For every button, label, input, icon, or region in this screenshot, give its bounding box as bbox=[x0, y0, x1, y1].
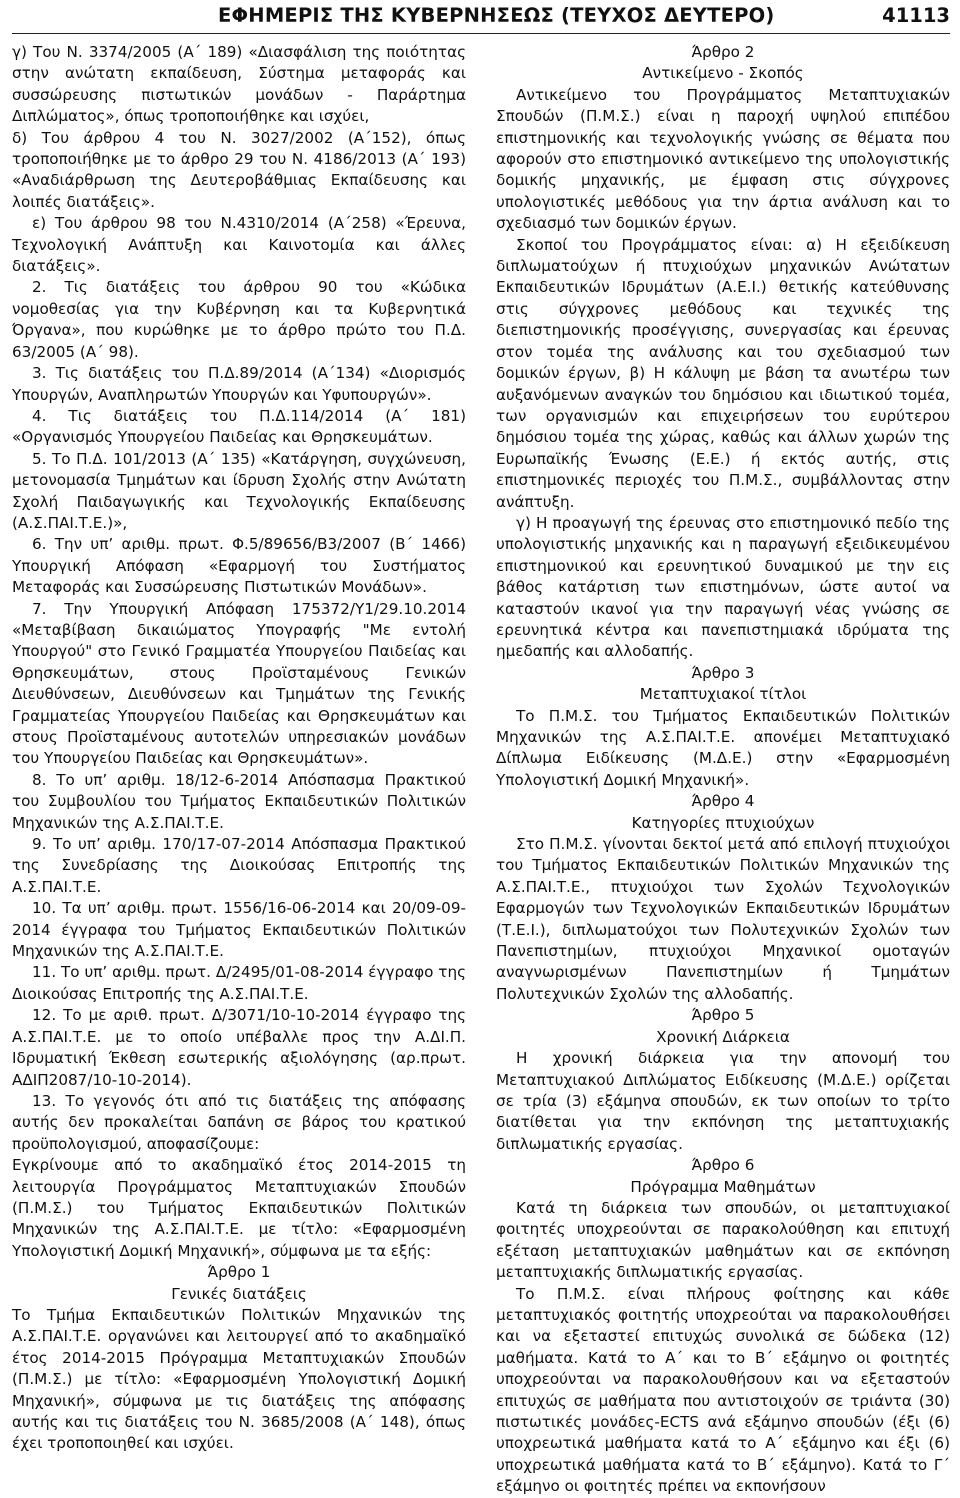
article-number: Άρθρο 5 bbox=[691, 1006, 755, 1025]
paragraph: 13. Το γεγονός ότι από τις διατάξεις της απόφασης αυτής δεν προκαλείται δαπάνη σε βάρος του κρατικού προϋπολογισμού, αποφασίζουμε: bbox=[12, 1091, 466, 1153]
article-number: Άρθρο 2 bbox=[691, 43, 755, 61]
article-title: Χρονική Διάρκεια bbox=[656, 1027, 790, 1046]
paragraph: 4. Τις διατάξεις του Π.Δ.114/2014 (Α΄ 181) «Οργανισμός Υπουργείου Παιδείας και Θρησκευμάτων. bbox=[12, 406, 466, 447]
paragraph: Κατά τη διάρκεια των σπουδών, οι μεταπτυχιακοί φοιτητές υποχρεούνται σε παρακολούθηση και επιτυχή εξέταση μεταπτυχιακών μαθημάτων και σε εκπόνηση μεταπτυχιακής διπλωματικής εργασίας. bbox=[496, 1198, 950, 1282]
header-divider bbox=[12, 33, 950, 34]
article-number: Άρθρο 3 bbox=[691, 663, 755, 682]
article-title: Κατηγορίες πτυχιούχων bbox=[631, 813, 815, 832]
paragraph: Η χρονική διάρκεια για την απονομή του Μεταπτυχιακού Διπλώματος Ειδίκευσης (Μ.Δ.Ε.) ορίζεται σε τρία (3) εξάμηνα σπουδών, εκ των οποίων το τρίτο διατίθεται για την εκπόνηση της μεταπτυχιακής διπλωματικής εργασίας. bbox=[496, 1049, 950, 1153]
paragraph: γ) Η προαγωγή της έρευνας στο επιστημονικό πεδίο της υπολογιστικής μηχανικής και η παραγωγή εξειδικευμένου επιστημονικού και ερευνητικού δυναμικού με την εις βάθος κατάρτιση των επιστημόνων, ώστε αυτοί να καταστούν ικανοί για την παραγωγή νέας γνώσης σε ερευνητικά κέντρα και πανεπιστημιακά ιδρύματα της ημεδαπής και αλλοδαπής. bbox=[496, 513, 950, 661]
paragraph: 2. Τις διατάξεις του άρθρου 90 του «Κώδικα νομοθεσίας για την Κυβέρνηση και τα Κυβερνητικά Όργανα», που κυρώθηκε με το άρθρο πρώτο του Π.Δ. 63/2005 (Α΄ 98). bbox=[12, 278, 466, 361]
page-number: 41113 bbox=[882, 4, 950, 27]
article-number: Άρθρο 6 bbox=[691, 1156, 755, 1175]
paragraph: δ) Του άρθρου 4 του Ν. 3027/2002 (Α΄152), όπως τροποποιήθηκε με το άρθρο 29 του Ν. 4186/2013 (Α΄ 193) «Αναδιάρθρωση της Δευτεροβάθμιας Εκπαίδευσης και λοιπές διατάξεις». bbox=[12, 128, 466, 211]
article-number: Άρθρο 4 bbox=[691, 792, 755, 811]
article-title: Γενικές διατάξεις bbox=[171, 1284, 307, 1303]
left-column bbox=[12, 42, 466, 1455]
article-title: Μεταπτυχιακοί τίτλοι bbox=[639, 685, 807, 704]
paragraph: Σκοποί του Προγράμματος είναι: α) Η εξειδίκευση διπλωματούχων ή πτυχιούχων μηχανικών Ανώτατων Εκπαιδευτικών Ιδρυμάτων (Α.Ε.Ι.) θετικής κατεύθυνσης στις σύγχρονες μεθόδους και τεχνικές της διεπιστημονικής προσέγγισης, συνεργασίας και έρευνας στον τομέα της ανάλυσης και του σχεδιασμού των δομικών έργων, β) Η κάλυψη με βάση τα ανωτέρω των αυξανόμενων αναγκών του δημόσιου και ιδιωτικού τομέα, των οργανισμών και επιχειρήσεων του ευρύτερου δημόσιου τομέα της χώρας, καθώς και άλλων χωρών της Ευρωπαϊκής Ένωσης (Ε.Ε.) ή εκτός αυτής, στις επιστημονικές περιοχές του Π.Μ.Σ., συμβάλλοντας στην ανάπτυξη. bbox=[496, 235, 950, 511]
paragraph: Εγκρίνουμε από το ακαδημαϊκό έτος 2014-2015 τη λειτουργία Προγράμματος Μεταπτυχιακών Σπουδών (Π.Μ.Σ.) του Τμήματος Εκπαιδευτικών Πολιτικών Μηχανικών της Α.Σ.ΠΑΙ.Τ.Ε. με τίτλο: «Εφαρμοσμένη Υπολογιστική Δομική Μηχανική», σύμφωνα με τα εξής: bbox=[12, 1156, 466, 1260]
article-title: Αντικείμενο - Σκοπός bbox=[642, 64, 804, 83]
paragraph: Το Π.Μ.Σ. είναι πλήρους φοίτησης και κάθε μεταπτυχιακός φοιτητής υποχρεούται να παρακολουθήσει και να εξεταστεί επιτυχώς συνολικά σε δώδεκα (12) μαθήματα. Κατά το Α΄ και το Β΄ εξάμηνο οι φοιτητές υποχρεούνται να παρακολουθήσουν και να εξεταστούν επιτυχώς σε μαθήματα που αντιστοιχούν σε τριάντα (30) πιστωτικές μονάδες-ECTS ανά εξάμηνο σπουδών (έξι (6) υποχρεωτικά μαθήματα κατά το Α΄ εξάμηνο και έξι (6) υποχρεωτικά μαθήματα κατά το Β΄ εξάμηνο). Κατά το Γ΄ εξάμηνο οι φοιτητές πρέπει να εκπονήσουν bbox=[496, 1284, 950, 1496]
paragraph: Το Τμήμα Εκπαιδευτικών Πολιτικών Μηχανικών της Α.Σ.ΠΑΙ.Τ.Ε. οργανώνει και λειτουργεί από το ακαδημαϊκό έτος 2014-2015 Πρόγραμμα Μεταπτυχιακών Σπουδών (Π.Μ.Σ.) με τίτλο: «Εφαρμοσμένη Υπολογιστική Δομική Μηχανική», σύμφωνα με τις διατάξεις της απόφασης αυτής και τις διατάξεις του Ν. 3685/2008 (Α΄ 148), όπως έχει τροποποιηθεί και ισχύει. bbox=[12, 1305, 466, 1453]
article-number: Άρθρο 1 bbox=[207, 1263, 271, 1282]
paragraph: ε) Του άρθρου 98 του Ν.4310/2014 (Α΄258) «Έρευνα, Τεχνολογική Ανάπτυξη και Καινοτομία και άλλες διατάξεις». bbox=[12, 214, 466, 276]
right-column bbox=[496, 42, 950, 1498]
gazette-title: ΕΦΗΜΕΡΙΣ ΤΗΣ ΚΥΒΕΡΝΗΣΕΩΣ (ΤΕΥΧΟΣ ΔΕΥΤΕΡΟ) bbox=[218, 4, 775, 27]
paragraph: 8. Το υπ’ αριθμ. 18/12-6-2014 Απόσπασμα Πρακτικού του Συμβουλίου του Τμήματος Εκπαιδευτικών Πολιτικών Μηχανικών της Α.Σ.ΠΑΙ.Τ.Ε. bbox=[12, 770, 466, 832]
page-header bbox=[0, 0, 960, 36]
paragraph: 10. Τα υπ’ αριθμ. πρωτ. 1556/16-06-2014 και 20/09-09-2014 έγγραφα του Τμήματος Εκπαιδευτικών Πολιτικών Μηχανικών της Α.Σ.ΠΑΙ.Τ.Ε. bbox=[12, 899, 466, 961]
paragraph: Το Π.Μ.Σ. του Τμήματος Εκπαιδευτικών Πολιτικών Μηχανικών της Α.Σ.ΠΑΙ.Τ.Ε. απονέμει Μεταπτυχιακό Δίπλωμα Ειδίκευσης (Μ.Δ.Ε.) στην «Εφαρμοσμένη Υπολογιστική Δομική Μηχανική». bbox=[496, 706, 950, 789]
paragraph: 6. Την υπ’ αριθμ. πρωτ. Φ.5/89656/Β3/2007 (Β΄ 1466) Υπουργική Απόφαση «Εφαρμογή του Συστήματος Μεταφοράς και Συσσώρευσης Πιστωτικών Μονάδων». bbox=[12, 535, 466, 597]
paragraph: 3. Τις διατάξεις του Π.Δ.89/2014 (Α΄134) «Διορισμός Υπουργών, Αναπληρωτών Υπουργών και Υφυπουργών». bbox=[12, 364, 466, 404]
paragraph: 12. Το με αριθ. πρωτ. Δ/3071/10-10-2014 έγγραφο της Α.Σ.ΠΑΙ.Τ.Ε. με το οποίο υπέβαλλε προς την Α.ΔΙ.Π. Ιδρυματική Έκθεση εσωτερικής αξιολόγησης (αρ.πρωτ. ΑΔΙΠ2087/10-10-2014). bbox=[12, 1006, 466, 1089]
paragraph: γ) Του Ν. 3374/2005 (Α΄ 189) «Διασφάλιση της ποιότητας στην ανώτατη εκπαίδευση, Σύστημα μεταφοράς και συσσώρευσης πιστωτικών μονάδων - Παράρτημα Διπλώματος», όπως τροποποιήθηκε και ισχύει, bbox=[12, 43, 466, 126]
paragraph: Στο Π.Μ.Σ. γίνονται δεκτοί μετά από επιλογή πτυχιούχοι του Τμήματος Εκπαιδευτικών Πολιτικών Μηχανικών της Α.Σ.ΠΑΙ.Τ.Ε., πτυχιούχοι των Σχολών Τεχνολογικών Εφαρμογών των Τεχνολογικών Εκπαιδευτικών Ιδρυμάτων (Τ.Ε.Ι.), διπλωματούχοι των Πολυτεχνικών Σχολών των Πανεπιστημίων, πτυχιούχοι Μηχανικοί ομοταγών αναγνωρισμένων Πανεπιστημίων ή Τμημάτων Πολυτεχνικών Σχολών της αλλοδαπής. bbox=[496, 835, 950, 1003]
article-title: Πρόγραμμα Μαθημάτων bbox=[630, 1177, 816, 1196]
paragraph: 5. Το Π.Δ. 101/2013 (Α΄ 135) «Κατάργηση, συγχώνευση, μετονομασία Τμημάτων και ίδρυση Σχολής στην Ανώτατη Σχολή Παιδαγωγικής και Τεχνολογικής Εκπαίδευσης (Α.Σ.ΠΑΙ.Τ.Ε.)», bbox=[12, 449, 466, 532]
paragraph: 7. Την Υπουργική Απόφαση 175372/Υ1/29.10.2014 «Μεταβίβαση δικαιώματος Υπογραφής "Με εντολή Υπουργού" στο Γενικό Γραμματέα Υπουργείου Παιδείας και Θρησκευμάτων, στους Προϊσταμένους Γενικών Διευθύνσεων, Διευθύνσεων και Τμημάτων της Γενικής Γραμματείας Υπουργείου Παιδείας και Θρησκευμάτων και στους Προϊσταμένους αυτοτελών υπηρεσιακών μονάδων του Υπουργείου Παιδείας και Θρησκευμάτων». bbox=[12, 599, 466, 768]
paragraph: Αντικείμενο του Προγράμματος Μεταπτυχιακών Σπουδών (Π.Μ.Σ.) είναι η παροχή υψηλού επιπέδου επιστημονικής και τεχνολογικής γνώσης σε θέματα που αφορούν στο επιστημονικό αντικείμενο της υπολογιστικής δομικής μηχανικής, με έμφαση στις σύγχρονες υπολογιστικές μεθόδους για την άρτια ανάλυση και το σχεδιασμό των δομικών έργων. bbox=[496, 85, 950, 233]
paragraph: 11. Το υπ’ αριθμ. πρωτ. Δ/2495/01-08-2014 έγγραφο της Διοικούσας Επιτροπής της Α.Σ.ΠΑΙ.Τ.Ε. bbox=[12, 963, 466, 1003]
paragraph: 9. Το υπ’ αριθμ. 170/17-07-2014 Απόσπασμα Πρακτικού της Συνεδρίασης της Διοικούσας Επιτροπής της Α.Σ.ΠΑΙ.Τ.Ε. bbox=[12, 835, 466, 896]
